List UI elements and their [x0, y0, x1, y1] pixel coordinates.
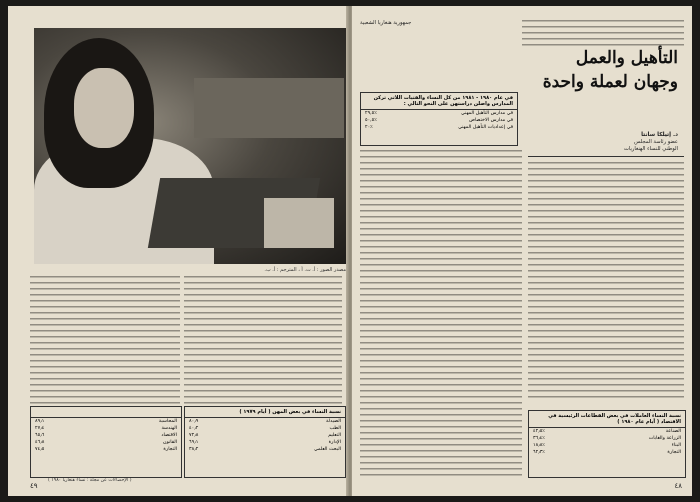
magazine-header: جمهورية هنغاريا الشعبية: [360, 20, 412, 26]
intro-text-column: [522, 20, 684, 48]
author-name: د. إتيلكا سانتا: [641, 132, 678, 138]
magazine-spread: [8, 6, 692, 496]
photo-woman-soldering: [34, 28, 346, 264]
author-block: [624, 132, 678, 153]
footnote: ( الإحصاءات عن مجلة : نساء هنغاريا ١٩٨٠ ): [48, 478, 132, 483]
body-text-column-right: [184, 276, 342, 404]
table-row: في إعداديات التأهيل المهني ٪٢٠: [365, 125, 513, 130]
photo-caption: مصدر الصور : أ. ت. أ ، المترجم : أ. ب.: [264, 267, 346, 273]
table-row: الصناعة ٪٤٢٫٥: [533, 429, 681, 434]
page-number-left: ٤٩: [30, 482, 38, 490]
table-row: الهندسة ٢٧٫٤: [35, 426, 177, 431]
table-row: التعليم ٧٢٫٨: [189, 433, 341, 438]
table-row: التجارة ٧٤٫٥: [35, 447, 177, 452]
title-line-2: وجهان لعملة واحدة: [542, 72, 678, 92]
school-table: [360, 92, 518, 146]
table-row: في مدارس الاختصاص ٪٥٠,٥: [365, 118, 513, 123]
table-row: الطب ٤٠٫٢: [189, 426, 341, 431]
table-row: الاقتصاد ٦٥٫٦: [35, 433, 177, 438]
sectors-table: [528, 410, 686, 478]
professions-table-spacer: [31, 407, 181, 418]
professions-table: [184, 406, 346, 478]
photo-face: [74, 68, 134, 148]
table-row: البحث العلمي ٣٨٫٢: [189, 447, 341, 452]
sectors-table-title: نسبة النساء العاملات في بعض القطاعات الرئيسية في الاقتصاد ( أيام عام ١٩٨٠ ): [529, 411, 685, 428]
author-role-1: عضو رئاسة المجلس: [634, 139, 678, 145]
photo-shelf: [194, 78, 344, 138]
table-row: في مدارس التأهيل المهني ٪٢٩,٥: [365, 111, 513, 116]
divider: [528, 156, 684, 157]
article-title: [543, 46, 678, 94]
table-row: القانون ٤٦٫٨: [35, 440, 177, 445]
table-row: المحاسبة ٨٩٫١: [35, 419, 177, 424]
body-text-left-column: [360, 150, 522, 476]
school-table-title: في عام ١٩٨٠ - ١٩٨١ من كل النساء والفتيات اللاتي تركن المدارس واصلن دراستهن على النحو التالي :: [361, 93, 517, 110]
professions-table-title: نسبة النساء في بعض المهن ( أيام ١٩٧٩ ): [185, 407, 345, 418]
right-page: [352, 6, 692, 496]
author-role-2: الوطني للنساء الهنغاريات: [623, 146, 678, 152]
page-number-right: ٤٨: [674, 482, 682, 490]
table-row: الصيدلة ٨٠٫٩: [189, 419, 341, 424]
body-text-column-left: [30, 276, 180, 404]
body-text-right-column: [528, 162, 684, 402]
table-row: الزراعة والغابات ٪٣٦٫٤: [533, 436, 681, 441]
left-page: [8, 6, 348, 496]
title-line-1: التأهيل والعمل: [575, 48, 678, 68]
table-row: البناء ٪١٨٫٨: [533, 443, 681, 448]
professions-table-2: [30, 406, 182, 478]
table-row: التجارة ٪٦٢٫٣: [533, 450, 681, 455]
table-row: الإدارة ٦٩٫١: [189, 440, 341, 445]
photo-equipment-box: [264, 198, 334, 248]
